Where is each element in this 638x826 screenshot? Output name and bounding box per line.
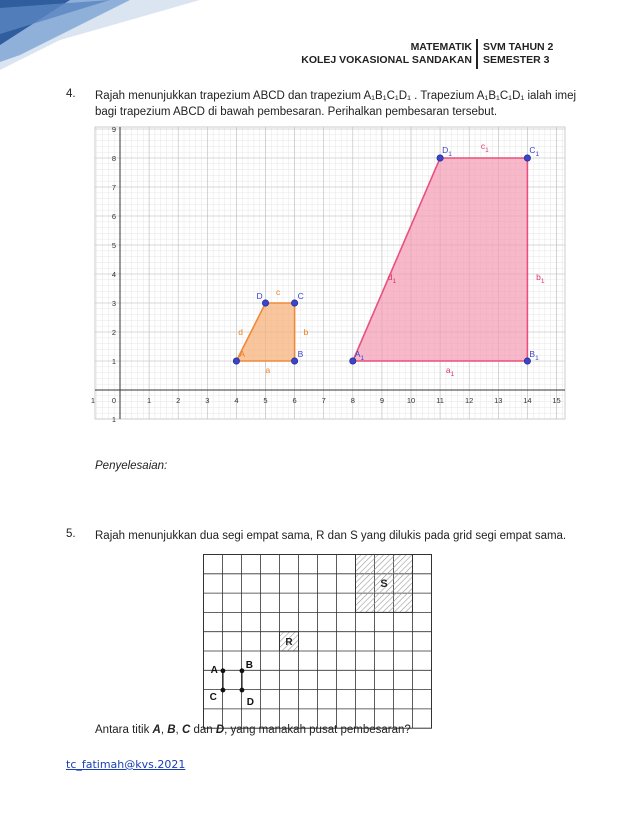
label-b1-subscript: 1 — [540, 277, 545, 285]
label-a1: $a_1$ — [445, 365, 455, 378]
label-C: C — [297, 291, 304, 301]
label-D: D — [256, 291, 263, 301]
header-decoration — [0, 0, 200, 70]
x-tick-label: 8 — [350, 396, 355, 405]
label-D1-subscript: 1 — [448, 151, 452, 158]
label-B1-subscript: 1 — [535, 355, 539, 362]
footer-signature: tc_fatimah@kvs.2021 — [66, 758, 186, 771]
label-c: c — [276, 287, 281, 297]
x-tick-label: 1 — [147, 396, 152, 405]
y-tick-label: 2 — [111, 328, 116, 337]
header-divider — [476, 39, 478, 69]
label-a1-subscript: 1 — [450, 371, 455, 378]
x-tick-label: 4 — [234, 396, 239, 405]
label-point-A: A — [210, 664, 218, 676]
label-C1-subscript: 1 — [535, 151, 540, 158]
question4-line2: bagi trapezium ABCD di bawah pembesaran. Perihalkan pembesaran tersebut. — [95, 106, 498, 118]
label-R: R — [285, 636, 293, 648]
question5-number: 5. — [66, 528, 76, 540]
x-tick-label: 14 — [523, 396, 532, 405]
header-level: SVM TAHUN 2 — [483, 41, 554, 53]
label-d1: $d_1$ — [387, 271, 397, 285]
x-tick-label: 9 — [379, 396, 384, 405]
vertex-D — [262, 300, 268, 306]
x-tick-label: 2 — [176, 396, 181, 405]
question4-text — [95, 88, 595, 120]
header-subject: MATEMATIK — [410, 41, 472, 53]
question5-text: Rajah menunjukkan dua segi empat sama, R dan S yang dilukis pada grid segi empat sama. — [95, 530, 567, 542]
y-tick-label: 1 — [111, 357, 116, 366]
header-college: KOLEJ VOKASIONAL SANDAKAN — [301, 54, 472, 66]
square-grid — [203, 554, 433, 728]
x-tick-label: 7 — [321, 396, 326, 405]
x-tick-label: 12 — [465, 396, 474, 405]
x-tick-label: 10 — [406, 396, 416, 405]
x-tick-label: 11 — [436, 396, 444, 405]
question4-number: 4. — [66, 88, 76, 100]
label-d: d — [238, 327, 243, 337]
label-A1-subscript: 1 — [360, 355, 365, 362]
point-A — [221, 668, 226, 673]
x-tick-label: 0 — [111, 396, 117, 405]
label-A: A — [239, 349, 246, 359]
header-left — [301, 41, 472, 67]
point-C — [221, 688, 226, 693]
label-D1: $D_1$ — [442, 145, 452, 158]
x-tick-label: 1 — [90, 396, 95, 405]
label-point-B: B — [245, 660, 253, 672]
label-d1-subscript: 1 — [392, 277, 397, 285]
label-c1: $c_1$ — [480, 141, 489, 154]
y-tick-label: 3 — [111, 299, 116, 308]
y-tick-label: 9 — [111, 125, 116, 134]
label-c1-subscript: 1 — [485, 147, 489, 154]
x-tick-label: 15 — [552, 396, 561, 405]
y-tick-label: 4 — [111, 270, 116, 279]
label-A1: $A_1$ — [354, 349, 365, 362]
y-tick-label: 7 — [111, 183, 116, 192]
x-tick-label: 6 — [292, 396, 297, 405]
x-tick-label: 13 — [494, 396, 503, 405]
label-B: B — [297, 349, 304, 359]
header-semester: SEMESTER 3 — [483, 54, 550, 66]
label-point-D: D — [246, 696, 254, 708]
y-tick-label: 8 — [111, 154, 116, 163]
label-b1: $b_1$ — [536, 271, 545, 285]
y-tick-label: 5 — [111, 241, 116, 250]
label-b: b — [303, 327, 309, 337]
label-B1: $B_1$ — [529, 349, 539, 362]
vertex-C1 — [524, 155, 530, 161]
label-a: a — [265, 365, 271, 375]
question5-question — [95, 722, 615, 738]
x-tick-label: 5 — [263, 396, 268, 405]
y-tick-label: 6 — [111, 212, 116, 221]
question5-question-rich: Antara titik A, B, C dan D, yang manakah pusat pembesaran? — [95, 724, 411, 736]
label-C1: $C_1$ — [529, 145, 540, 158]
solution-label: Penyelesaian: — [95, 460, 168, 472]
vertex-D1 — [437, 155, 443, 161]
x-tick-label: 3 — [205, 396, 210, 405]
label-point-C: C — [209, 691, 217, 703]
y-tick-label: 1 — [111, 415, 116, 424]
point-B — [240, 668, 245, 673]
header-right — [483, 41, 553, 67]
label-S: S — [380, 577, 388, 590]
question4-line1: Rajah menunjukkan trapezium ABCD dan trapezium A₁B₁C₁D₁ . Trapezium A₁B₁C₁D₁ ialah imej — [95, 90, 577, 102]
coordinate-graph — [90, 125, 565, 424]
point-D — [240, 688, 245, 693]
